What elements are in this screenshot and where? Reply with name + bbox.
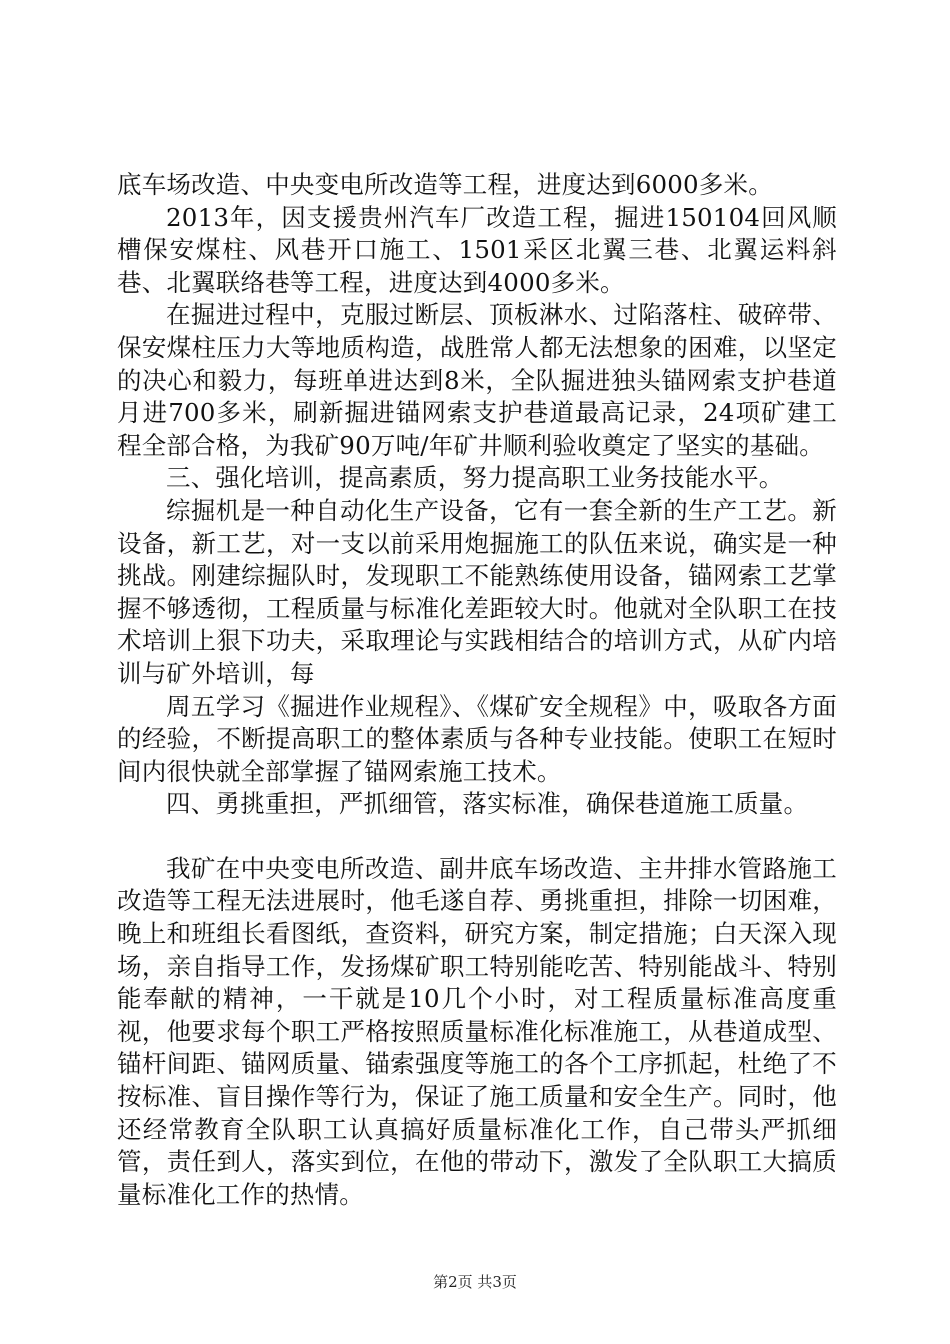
page-number-footer: 第2页 共3页 <box>433 1273 517 1291</box>
section-heading-training: 三、强化培训，提高素质，努力提高职工业务技能水平。 <box>166 463 784 493</box>
paragraph-quality-body: 我矿在中央变电所改造、副井底车场改造、主井排水管路施工改造等工程无法进展时，他毛遂自荐、勇挑重担，排除一切困难，晚上和班组长看图纸，查资料，研究方案，制定措施；白天深入现场，亲自指导工作，发扬煤矿职工特别能吃苦、特别能战斗、特别能奉献的精神，一干就是10几个小时，对工程质量标准高度重视，他要求每个职工严格按照质量标准化标准施工，从巷道成型、锚杆间距、锚网质量、锚索强度等施工的各个工序抓起，杜绝了不按标准、盲目操作等行为，保证了施工质量和安全生产。同时，他还经常教育全队职工认真搞好质量标准化工作，自己带头严抓细管，责任到人，落实到位，在他的带动下，激发了全队职工大搞质量标准化工作的热情。 <box>117 853 837 1209</box>
section-heading-quality: 四、勇挑重担，严抓细管，落实标准，确保巷道施工质量。 <box>166 789 809 819</box>
paragraph-continuation: 底车场改造、中央变电所改造等工程，进度达到6000多米。 <box>117 170 773 199</box>
paragraph-friday-study: 周五学习《掘进作业规程》、《煤矿安全规程》中，吸取各方面的经验，不断提高职工的整体素质与各种专业技能。使职工在短时间内很快就全部掌握了锚网索施工技术。 <box>117 691 837 786</box>
paragraph-excavation-process: 在掘进过程中，克服过断层、顶板淋水、过陷落柱、破碎带、保安煤柱压力大等地质构造，战胜常人都无法想象的困难，以坚定的决心和毅力，每班单进达到8米，全队掘进独头锚网索支护巷道月进700多米，刷新掘进锚网索支护巷道最高记录，24项矿建工程全部合格，为我矿90万吨/年矿井顺利验收奠定了坚实的基础。 <box>117 300 837 460</box>
paragraph-2013-progress: 2013年，因支援贵州汽车厂改造工程，掘进150104回风顺槽保安煤柱、风巷开口施工、1501采区北翼三巷、北翼运料斜巷、北翼联络巷等工程，进度达到4000多米。 <box>117 202 837 297</box>
document-body <box>117 169 837 1211</box>
paragraph-gap <box>117 821 837 853</box>
paragraph-training-body: 综掘机是一种自动化生产设备，它有一套全新的生产工艺。新设备，新工艺，对一支以前采用炮掘施工的队伍来说，确实是一种挑战。刚建综掘队时，发现职工不能熟练使用设备，锚网索工艺掌握不够透彻，工程质量与标准化差距较大时。他就对全队职工在技术培训上狠下功夫，采取理论与实践相结合的培训方式，从矿内培训与矿外培训，每 <box>117 495 837 688</box>
